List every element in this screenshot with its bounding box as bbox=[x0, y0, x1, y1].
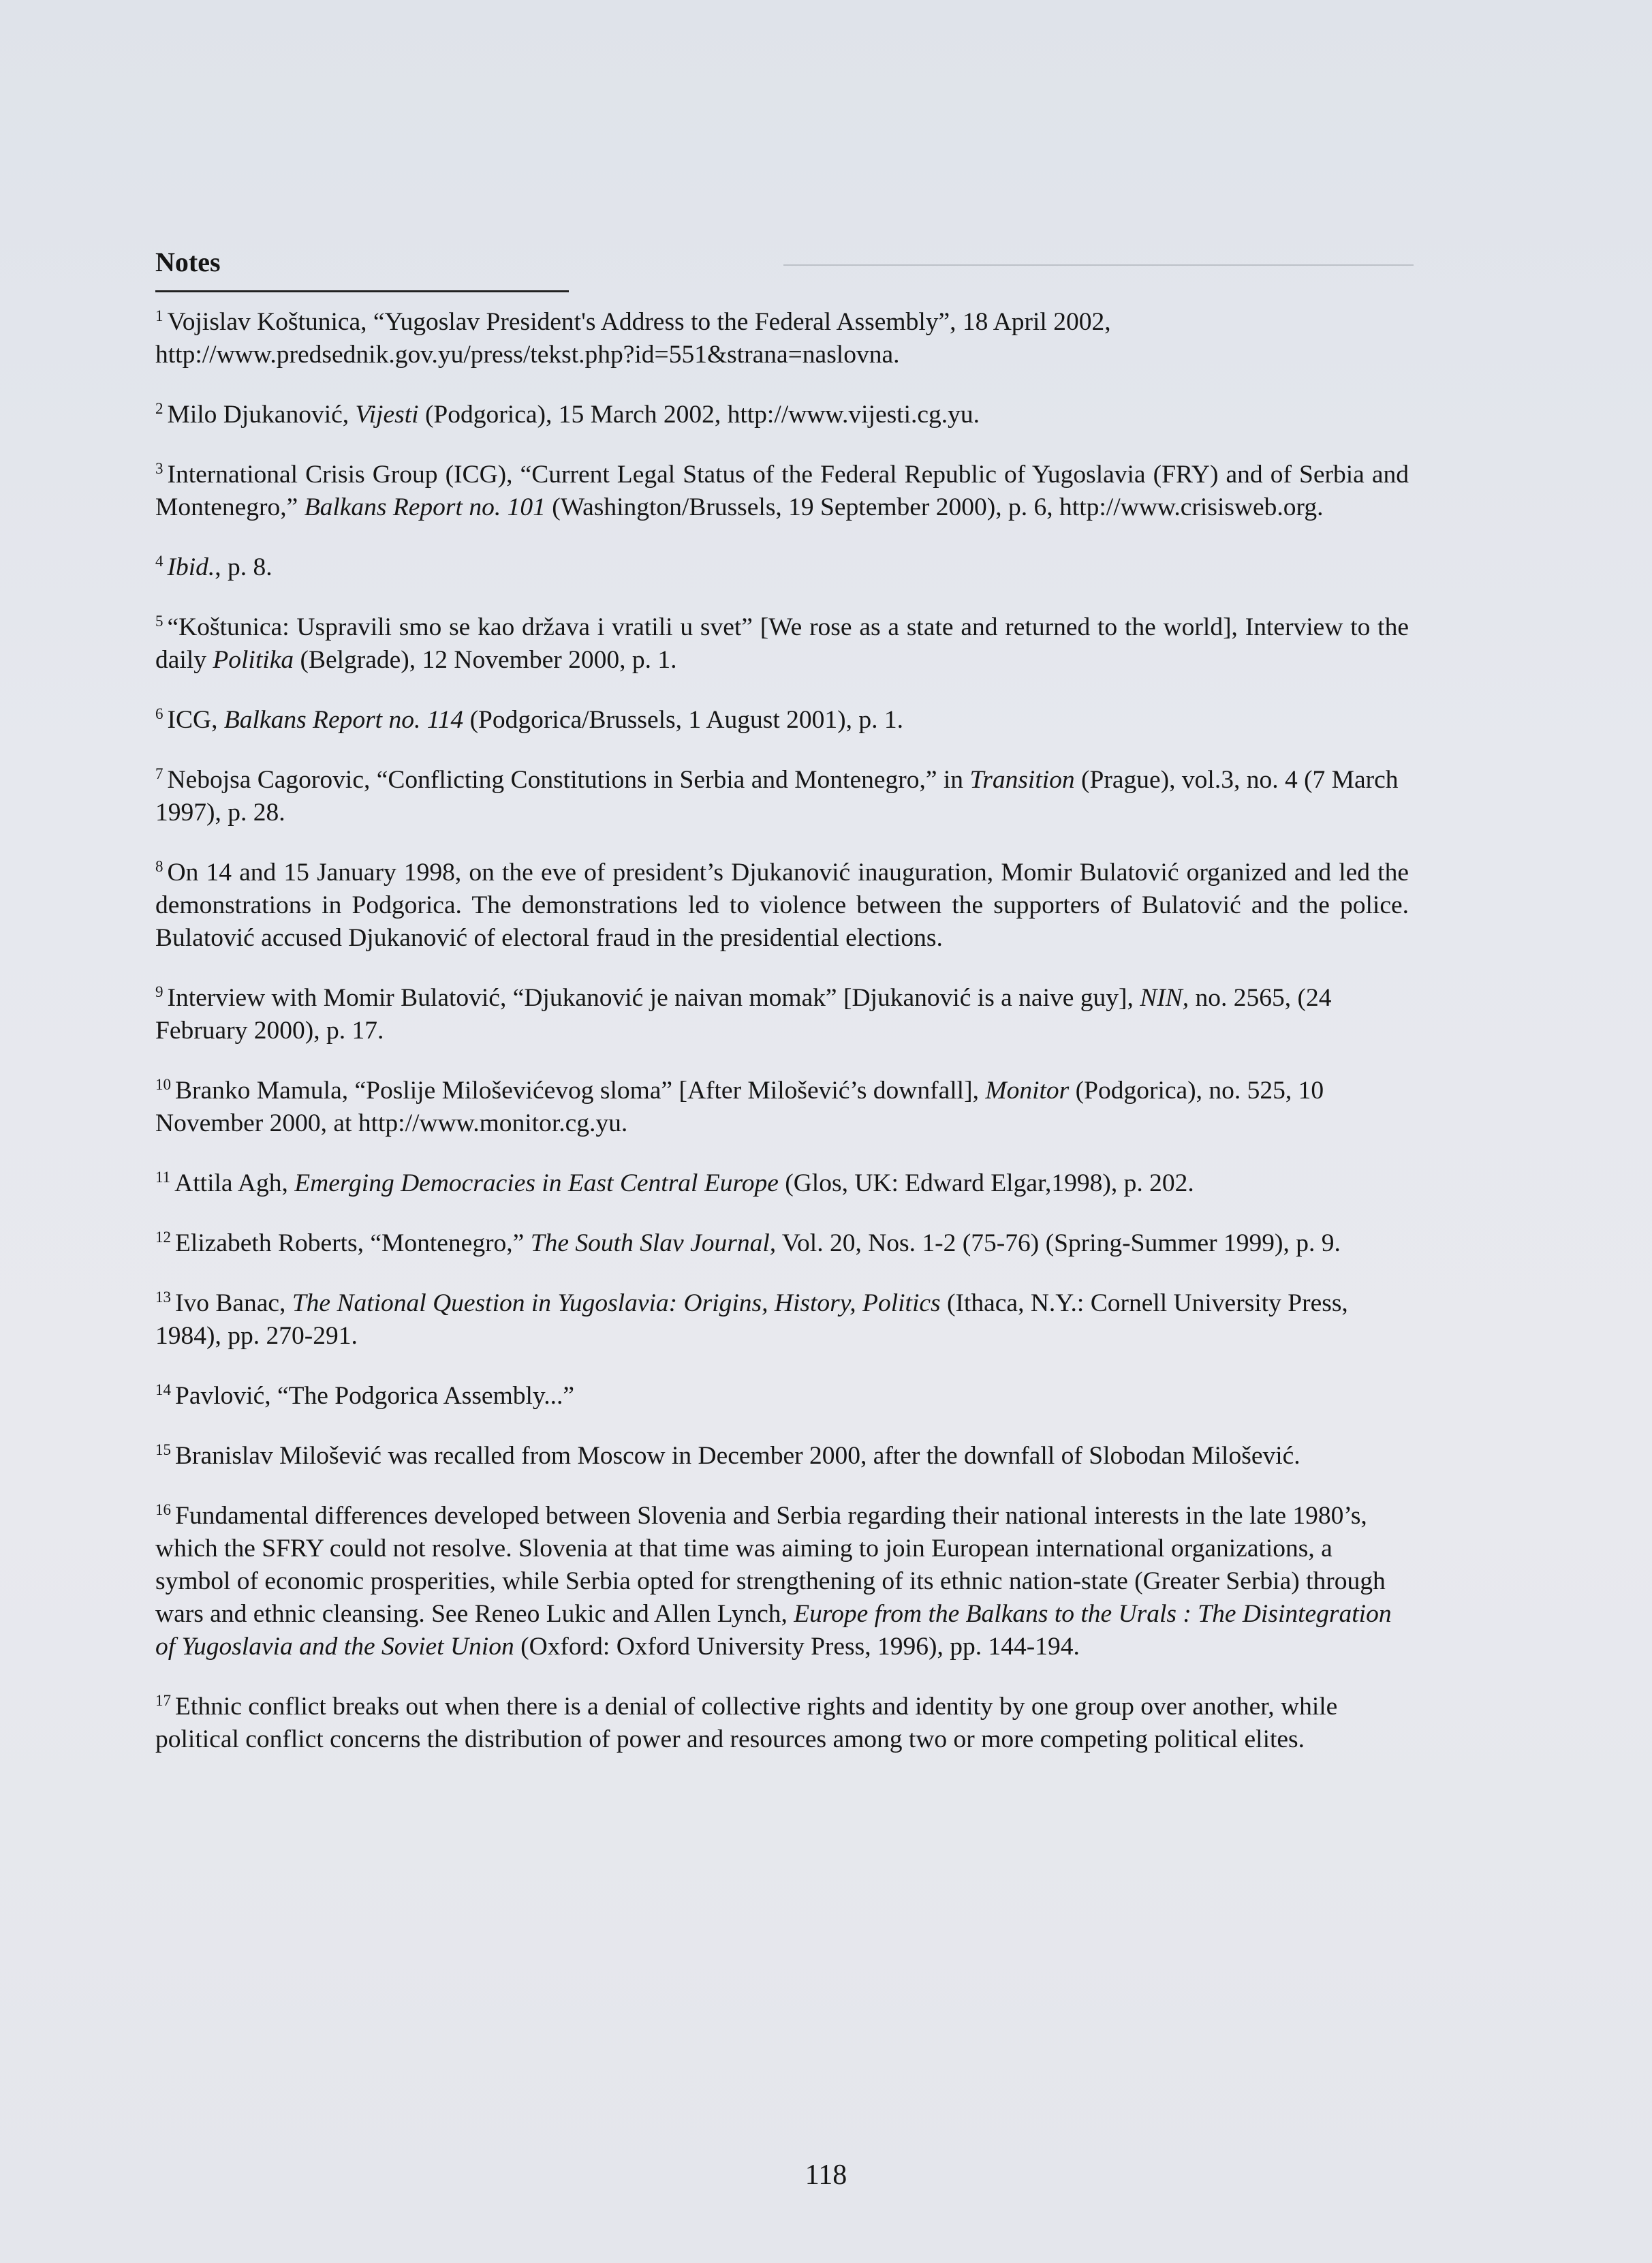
footnote-text: (Prague), vol.3, no. 4 (7 March 1997), p. 28. bbox=[155, 766, 1399, 827]
footnote-number: 6 bbox=[155, 705, 163, 722]
footnote-15 bbox=[155, 1440, 1409, 1473]
footnote-12 bbox=[155, 1227, 1409, 1260]
footnote-italic-text: Monitor bbox=[985, 1077, 1070, 1105]
footnote-number: 1 bbox=[155, 307, 163, 324]
footnote-text: ICG, bbox=[167, 706, 224, 734]
footnote-text: (Podgorica), 15 March 2002, http://www.vijesti.cg.yu. bbox=[418, 401, 980, 429]
footnote-text: Elizabeth Roberts, “Montenegro,” bbox=[175, 1229, 531, 1257]
footnote-5 bbox=[155, 611, 1409, 677]
footnote-2 bbox=[155, 399, 1409, 431]
footnote-3 bbox=[155, 459, 1409, 524]
footnote-number: 7 bbox=[155, 765, 163, 782]
footnote-text: Pavlović, “The Podgorica Assembly...” bbox=[175, 1382, 574, 1410]
footnote-italic-text: Europe from the Balkans to the Urals : The Disintegration of Yugoslavia and the Soviet Union bbox=[155, 1600, 1392, 1661]
footnote-italic-text: Emerging Democracies in East Central Europe bbox=[294, 1169, 779, 1197]
footnote-italic-text: Balkans Report no. 114 bbox=[223, 706, 464, 734]
footnote-number: 15 bbox=[155, 1441, 171, 1458]
footnote-text: Fundamental differences developed between Slovenia and Serbia regarding their national interests in the late 1980’s, which the SFRY could not resolve. Slovenia at that time was aiming to join European international organizations, a symbol of economic prosperities, while Serbia opted for strengthening of its ethnic nation-state (Greater Serbia) through wars and ethnic cleansing. See Reneo Lukic and Allen Lynch, bbox=[155, 1502, 1386, 1628]
footnote-7 bbox=[155, 764, 1409, 829]
footnote-text: Interview with Momir Bulatović, “Djukanović je naivan momak” [Djukanović is a naive guy], bbox=[167, 984, 1140, 1012]
heading-underline bbox=[155, 290, 569, 292]
footnote-number: 11 bbox=[155, 1168, 171, 1186]
footnote-number: 9 bbox=[155, 983, 163, 1000]
footnote-text: Branislav Milošević was recalled from Moscow in December 2000, after the downfall of Slobodan Milošević. bbox=[175, 1442, 1300, 1470]
footnote-13 bbox=[155, 1287, 1409, 1353]
footnote-italic-text: The South Slav Journal, bbox=[530, 1229, 777, 1257]
footnote-text: (Podgorica), no. 525, 10 November 2000, at http://www.monitor.cg.yu. bbox=[155, 1077, 1324, 1137]
footnote-text: International Crisis Group (ICG), “Current Legal Status of the Federal Republic of Yugoslavia (FRY) and of Serbia and Montenegro,” bbox=[155, 461, 1409, 521]
footnote-17 bbox=[155, 1691, 1409, 1756]
footnote-text: Vol. 20, Nos. 1-2 (75-76) (Spring-Summer 1999), p. 9. bbox=[776, 1229, 1341, 1257]
footnote-italic-text: Vijesti bbox=[355, 401, 419, 429]
footnote-italic-text: The National Question in Yugoslavia: Origins, History, Politics bbox=[292, 1289, 941, 1317]
notes-heading: Notes bbox=[155, 247, 221, 277]
footnote-text: (Belgrade), 12 November 2000, p. 1. bbox=[294, 646, 677, 674]
footnote-number: 2 bbox=[155, 399, 163, 417]
footnote-number: 8 bbox=[155, 857, 163, 875]
footnote-italic-text: Ibid. bbox=[167, 553, 215, 581]
page-number: 118 bbox=[805, 2159, 847, 2191]
footnote-text: Vojislav Koštunica, “Yugoslav President's Address to the Federal Assembly”, 18 April 2002, http://www.predsednik.gov.yu/press/tekst.php?id=551&strana=naslovna. bbox=[155, 308, 1111, 369]
footnote-number: 10 bbox=[155, 1075, 171, 1093]
footnote-16 bbox=[155, 1500, 1409, 1663]
footnote-text: Nebojsa Cagorovic, “Conflicting Constitutions in Serbia and Montenegro,” in bbox=[167, 766, 970, 794]
footnote-italic-text: Balkans Report no. 101 bbox=[304, 493, 546, 521]
footnote-text: (Washington/Brussels, 19 September 2000), p. 6, http://www.crisisweb.org. bbox=[545, 493, 1324, 521]
footnote-number: 13 bbox=[155, 1288, 171, 1306]
footnote-text: (Glos, UK: Edward Elgar,1998), p. 202. bbox=[778, 1169, 1194, 1197]
footnote-14 bbox=[155, 1380, 1409, 1413]
footnote-9 bbox=[155, 982, 1409, 1047]
footnote-10 bbox=[155, 1075, 1409, 1140]
footnote-text: “Koštunica: Uspravili smo se kao država i vratili u svet” [We rose as a state and returned to the world], Interview to the daily bbox=[155, 613, 1409, 674]
footnote-number: 4 bbox=[155, 552, 163, 570]
notes-page bbox=[155, 245, 1409, 1783]
footnote-text: no. 2565, (24 February 2000), p. 17. bbox=[155, 984, 1332, 1045]
footnote-11 bbox=[155, 1167, 1409, 1200]
footnote-text: On 14 and 15 January 1998, on the eve of president’s Djukanović inauguration, Momir Bulatović organized and led the demonstrations in Podgorica. The demonstrations led to violence between the supporters of Bulatović and the police. Bulatović accused Djukanović of electoral fraud in the presidential elections. bbox=[155, 859, 1409, 952]
footnote-italic-text: Politika bbox=[213, 646, 294, 674]
footnote-8 bbox=[155, 857, 1409, 955]
footnote-italic-text: NIN, bbox=[1140, 984, 1189, 1012]
footnote-number: 12 bbox=[155, 1228, 171, 1246]
notes-list bbox=[155, 306, 1409, 1756]
footnote-number: 3 bbox=[155, 459, 163, 477]
footnote-text: (Oxford: Oxford University Press, 1996), pp. 144-194. bbox=[514, 1633, 1080, 1661]
footnote-number: 16 bbox=[155, 1500, 171, 1518]
footnote-text: Ethnic conflict breaks out when there is a denial of collective rights and identity by one group over another, while political conflict concerns the distribution of power and resources among two or more competing political elites. bbox=[155, 1693, 1338, 1753]
footnote-text: Milo Djukanović, bbox=[167, 401, 356, 429]
footnote-italic-text: Transition bbox=[969, 766, 1075, 794]
footnote-4 bbox=[155, 551, 1409, 584]
footnote-1 bbox=[155, 306, 1409, 371]
footnote-6 bbox=[155, 704, 1409, 737]
footnote-number: 14 bbox=[155, 1381, 171, 1398]
footnote-text: Branko Mamula, “Poslije Miloševićevog sloma” [After Milošević’s downfall], bbox=[175, 1077, 986, 1105]
footnote-text: , p. 8. bbox=[215, 553, 272, 581]
footnote-text: (Ithaca, N.Y.: Cornell University Press, 1984), pp. 270-291. bbox=[155, 1289, 1348, 1350]
footnote-text: Attila Agh, bbox=[174, 1169, 295, 1197]
footnote-number: 5 bbox=[155, 612, 163, 630]
footnote-text: (Podgorica/Brussels, 1 August 2001), p. 1. bbox=[463, 706, 904, 734]
footnote-number: 17 bbox=[155, 1691, 171, 1709]
footnote-text: Ivo Banac, bbox=[175, 1289, 292, 1317]
